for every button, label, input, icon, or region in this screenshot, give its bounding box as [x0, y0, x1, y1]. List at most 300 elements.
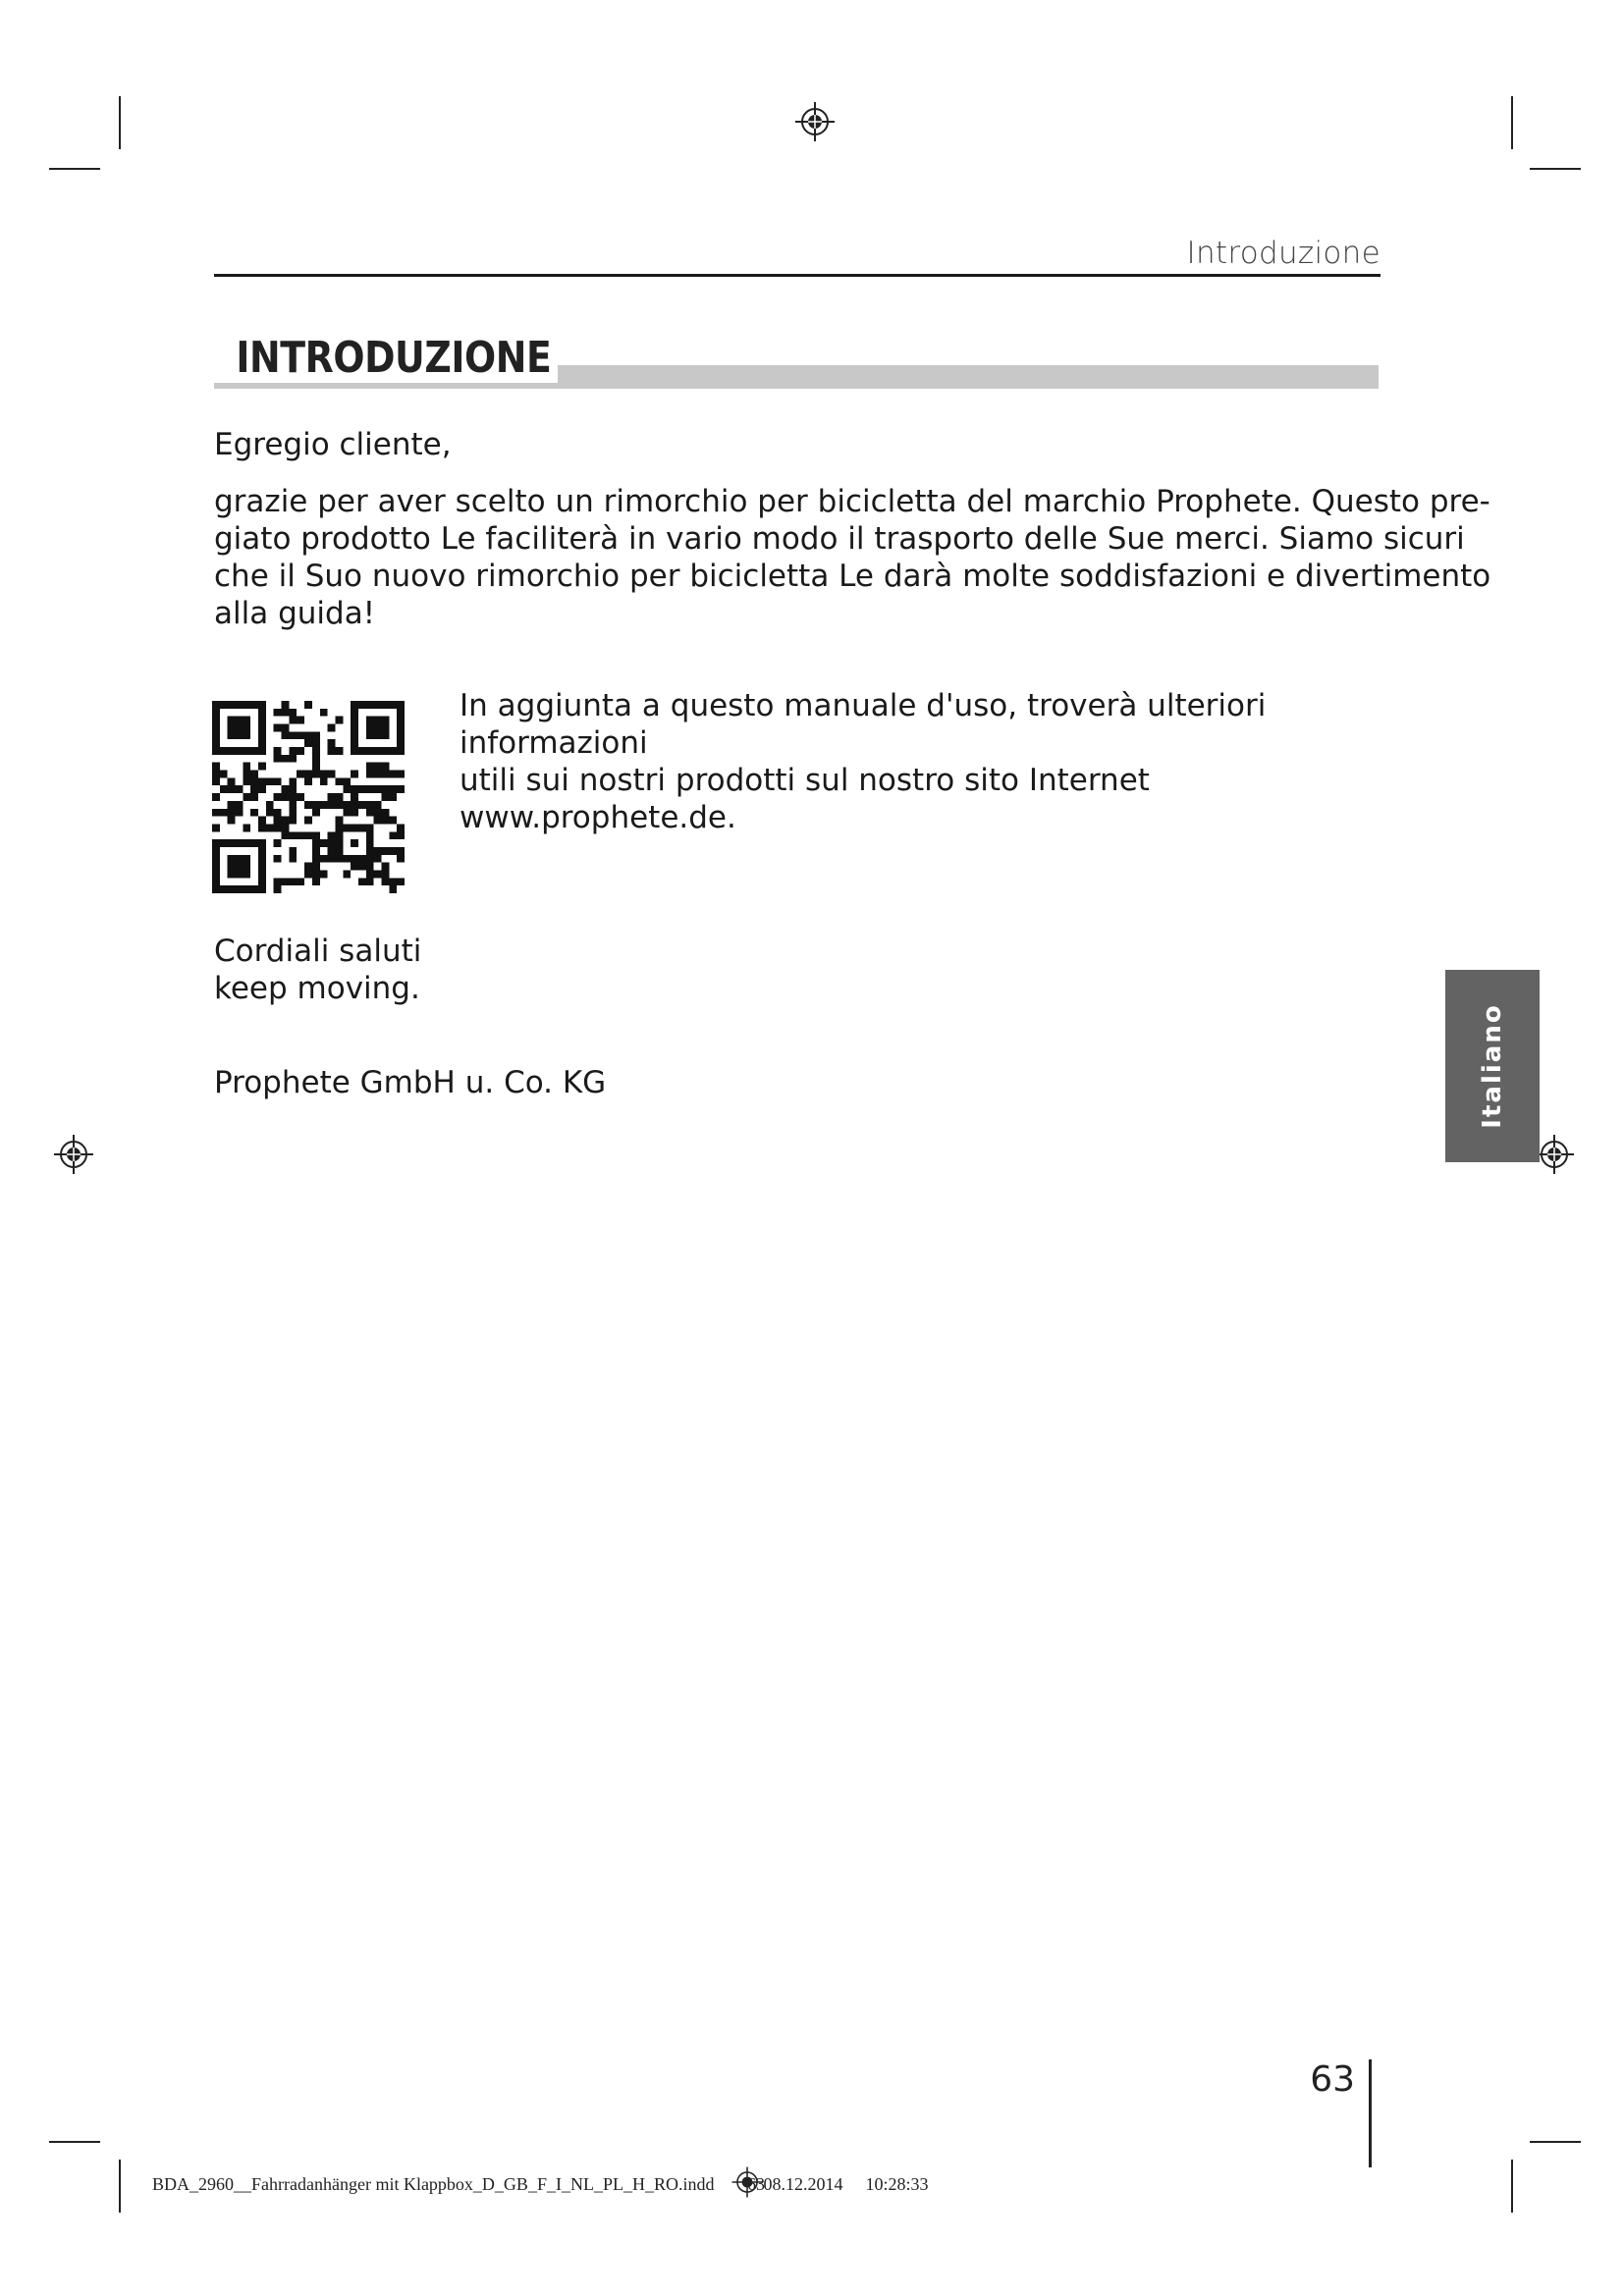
qr-module — [274, 755, 282, 763]
qr-module — [328, 839, 336, 847]
qr-module — [335, 801, 343, 809]
qr-module — [297, 771, 304, 778]
qr-module — [236, 885, 244, 893]
qr-module — [220, 771, 228, 778]
qr-module — [250, 747, 258, 755]
qr-module — [381, 809, 389, 817]
qr-module — [312, 870, 320, 878]
qr-module — [212, 824, 220, 831]
qr-module — [335, 824, 343, 831]
qr-module — [351, 801, 358, 809]
qr-module — [236, 809, 244, 817]
qr-module — [304, 777, 312, 785]
qr-module — [220, 747, 228, 755]
qr-module — [243, 724, 250, 732]
qr-module — [289, 777, 297, 785]
print-slug — [152, 2173, 928, 2199]
qr-module — [328, 855, 336, 863]
qr-module — [282, 793, 290, 801]
qr-module — [312, 839, 320, 847]
qr-module — [236, 731, 244, 739]
qr-module — [250, 793, 258, 801]
qr-module — [335, 847, 343, 855]
crop-mark-top-right-horizontal — [1530, 168, 1581, 170]
qr-module — [366, 824, 374, 831]
crop-mark-bottom-left-vertical — [119, 2160, 121, 2213]
qr-module — [389, 885, 397, 893]
qr-module — [366, 763, 374, 771]
qr-module — [258, 824, 266, 831]
qr-module — [243, 870, 250, 878]
qr-module — [282, 831, 290, 839]
qr-module — [397, 824, 405, 831]
qr-module — [220, 809, 228, 817]
qr-module — [343, 824, 351, 831]
qr-module — [381, 863, 389, 871]
qr-module — [228, 747, 236, 755]
qr-module — [312, 831, 320, 839]
qr-module — [351, 824, 358, 831]
qr-module — [397, 709, 405, 717]
qr-module — [250, 785, 258, 793]
qr-module — [212, 771, 220, 778]
qr-module — [289, 831, 297, 839]
qr-module — [397, 739, 405, 747]
qr-module — [212, 731, 220, 739]
qr-module — [243, 839, 250, 847]
qr-module — [366, 870, 374, 878]
section-title: INTRODUZIONE — [214, 333, 558, 383]
qr-module — [266, 777, 274, 785]
qr-module — [274, 809, 282, 817]
qr-module — [274, 855, 282, 863]
qr-module — [236, 701, 244, 709]
qr-module — [304, 870, 312, 878]
slug-filename: BDA_2960__Fahrradanhänger mit Klappbox_D_GB_F_I_NL_PL_H_RO.indd — [152, 2174, 715, 2195]
qr-module — [274, 824, 282, 831]
qr-module — [381, 785, 389, 793]
qr-module — [335, 717, 343, 724]
qr-module — [312, 809, 320, 817]
closing-line: keep moving. — [214, 971, 420, 1006]
qr-module — [343, 870, 351, 878]
qr-module — [381, 793, 389, 801]
qr-module — [366, 731, 374, 739]
slug-date: 08.12.2014 — [763, 2174, 843, 2195]
qr-module — [212, 863, 220, 871]
qr-module — [374, 801, 382, 809]
qr-module — [351, 731, 358, 739]
qr-module — [366, 831, 374, 839]
qr-module — [397, 731, 405, 739]
qr-module — [397, 747, 405, 755]
qr-module — [236, 870, 244, 878]
qr-module — [366, 801, 374, 809]
qr-module — [236, 747, 244, 755]
qr-module — [389, 831, 397, 839]
qr-module — [236, 801, 244, 809]
qr-module — [228, 717, 236, 724]
qr-module — [212, 701, 220, 709]
qr-module — [250, 701, 258, 709]
qr-module — [228, 855, 236, 863]
qr-module — [381, 717, 389, 724]
qr-module — [358, 801, 366, 809]
qr-module — [297, 793, 304, 801]
qr-module — [228, 731, 236, 739]
qr-module — [397, 855, 405, 863]
qr-module — [366, 809, 374, 817]
qr-module — [312, 855, 320, 863]
company-name: Prophete GmbH u. Co. KG — [214, 1065, 607, 1100]
qr-module — [258, 701, 266, 709]
qr-module — [312, 755, 320, 763]
qr-module — [289, 817, 297, 825]
qr-module — [266, 801, 274, 809]
qr-module — [381, 847, 389, 855]
qr-module — [212, 870, 220, 878]
qr-module — [358, 785, 366, 793]
page-number: 63 — [1310, 2059, 1355, 2100]
qr-module — [266, 824, 274, 831]
qr-module — [228, 724, 236, 732]
qr-module — [351, 855, 358, 863]
qr-module — [274, 777, 282, 785]
crop-mark-top-left-vertical — [119, 96, 121, 149]
qr-module — [381, 817, 389, 825]
qr-module — [397, 701, 405, 709]
qr-module — [282, 724, 290, 732]
qr-module — [220, 785, 228, 793]
qr-module — [258, 863, 266, 871]
qr-module — [351, 809, 358, 817]
qr-module — [258, 785, 266, 793]
qr-module — [389, 878, 397, 885]
qr-module — [236, 839, 244, 847]
website-info — [460, 687, 1382, 836]
qr-module — [328, 793, 336, 801]
qr-module — [389, 817, 397, 825]
qr-module — [243, 793, 250, 801]
qr-module — [343, 801, 351, 809]
qr-module — [381, 878, 389, 885]
qr-module — [282, 785, 290, 793]
qr-module — [304, 739, 312, 747]
qr-module — [274, 817, 282, 825]
qr-module — [366, 724, 374, 732]
qr-module — [212, 839, 220, 847]
qr-module — [289, 878, 297, 885]
registration-mark-icon — [793, 100, 837, 143]
qr-module — [304, 863, 312, 871]
qr-module — [236, 863, 244, 871]
qr-module — [389, 793, 397, 801]
qr-module — [335, 793, 343, 801]
qr-module — [236, 785, 244, 793]
qr-module — [282, 817, 290, 825]
qr-module — [297, 878, 304, 885]
qr-module — [258, 709, 266, 717]
qr-module — [397, 717, 405, 724]
qr-module — [397, 878, 405, 885]
qr-module — [374, 771, 382, 778]
qr-module — [266, 809, 274, 817]
qr-module — [320, 709, 328, 717]
qr-module — [358, 747, 366, 755]
qr-module — [374, 817, 382, 825]
qr-module — [289, 809, 297, 817]
qr-module — [282, 878, 290, 885]
qr-module — [328, 847, 336, 855]
qr-module — [274, 885, 282, 893]
qr-module — [228, 817, 236, 825]
qr-module — [397, 847, 405, 855]
qr-module — [351, 717, 358, 724]
qr-module — [289, 793, 297, 801]
qr-module — [335, 817, 343, 825]
qr-module — [304, 831, 312, 839]
qr-module — [243, 777, 250, 785]
qr-module — [212, 739, 220, 747]
qr-module — [366, 847, 374, 855]
qr-module — [289, 785, 297, 793]
qr-module — [374, 724, 382, 732]
qr-module — [212, 763, 220, 771]
qr-module — [389, 701, 397, 709]
qr-module — [258, 777, 266, 785]
qr-module — [258, 839, 266, 847]
qr-module — [258, 817, 266, 825]
qr-module — [397, 831, 405, 839]
qr-module — [335, 777, 343, 785]
qr-module — [351, 771, 358, 778]
qr-module — [258, 763, 266, 771]
qr-module — [250, 777, 258, 785]
qr-module — [304, 801, 312, 809]
qr-module — [243, 771, 250, 778]
qr-module — [258, 747, 266, 755]
qr-module — [212, 885, 220, 893]
qr-module — [258, 885, 266, 893]
qr-module — [358, 701, 366, 709]
qr-module — [243, 863, 250, 871]
qr-module — [228, 870, 236, 878]
qr-module — [304, 771, 312, 778]
intro-line: grazie per aver scelto un rimorchio per bicicletta del marchio Prophete. Questo pre- — [214, 484, 1490, 519]
qr-module — [228, 801, 236, 809]
qr-module — [351, 724, 358, 732]
qr-module — [304, 817, 312, 825]
qr-module — [250, 885, 258, 893]
qr-module — [282, 701, 290, 709]
qr-module — [258, 878, 266, 885]
qr-module — [389, 771, 397, 778]
qr-module — [212, 847, 220, 855]
qr-module — [366, 878, 374, 885]
qr-module — [381, 771, 389, 778]
qr-module — [374, 855, 382, 863]
qr-module — [212, 747, 220, 755]
crop-mark-bottom-right-horizontal — [1530, 2141, 1581, 2143]
qr-module — [381, 724, 389, 732]
qr-module — [228, 777, 236, 785]
qr-module — [297, 831, 304, 839]
qr-module — [366, 785, 374, 793]
qr-module — [320, 839, 328, 847]
qr-module — [297, 747, 304, 755]
qr-module — [228, 839, 236, 847]
qr-module — [243, 701, 250, 709]
crop-mark-bottom-left-horizontal — [49, 2141, 100, 2143]
closing — [214, 933, 421, 1007]
qr-module — [258, 847, 266, 855]
closing-line: Cordiali saluti — [214, 934, 422, 969]
qr-module — [282, 709, 290, 717]
qr-module — [374, 701, 382, 709]
qr-module — [243, 824, 250, 831]
qr-module — [328, 747, 336, 755]
running-header: Introduzione — [1186, 236, 1380, 271]
qr-module — [250, 839, 258, 847]
qr-module — [335, 839, 343, 847]
qr-module — [220, 701, 228, 709]
qr-module — [351, 709, 358, 717]
qr-module — [212, 709, 220, 717]
qr-module — [397, 724, 405, 732]
qr-module — [374, 747, 382, 755]
qr-module — [381, 701, 389, 709]
qr-module — [212, 809, 220, 817]
qr-module — [297, 731, 304, 739]
qr-module — [366, 701, 374, 709]
qr-module — [335, 831, 343, 839]
registration-mark-icon — [52, 1133, 95, 1176]
qr-module — [228, 785, 236, 793]
crop-mark-top-right-vertical — [1511, 96, 1513, 149]
qr-module — [228, 701, 236, 709]
qr-module — [297, 717, 304, 724]
intro-line: alla guida! — [214, 596, 376, 631]
qr-module — [250, 771, 258, 778]
qr-module — [389, 847, 397, 855]
qr-module — [320, 801, 328, 809]
qr-module — [289, 747, 297, 755]
info-line: utili sui nostri prodotti sul nostro sito Internet www.prophete.de. — [460, 763, 1150, 835]
qr-module — [374, 763, 382, 771]
qr-module — [320, 777, 328, 785]
intro-line: che il Suo nuovo rimorchio per bicicletta Le darà molte soddisfazioni e divertimento — [214, 559, 1491, 594]
qr-module — [358, 878, 366, 885]
qr-module — [228, 885, 236, 893]
qr-module — [351, 739, 358, 747]
qr-module — [358, 863, 366, 871]
qr-module — [282, 755, 290, 763]
qr-module — [312, 739, 320, 747]
qr-module — [374, 809, 382, 817]
qr-module — [312, 771, 320, 778]
qr-module — [358, 855, 366, 863]
qr-module — [304, 731, 312, 739]
qr-module — [220, 839, 228, 847]
qr-module — [282, 731, 290, 739]
qr-module — [274, 709, 282, 717]
qr-module — [212, 793, 220, 801]
qr-module — [328, 801, 336, 809]
qr-module — [228, 863, 236, 871]
qr-module — [274, 878, 282, 885]
intro-line: giato prodotto Le faciliterà in vario modo il trasporto delle Sue merci. Siamo sicuri — [214, 521, 1465, 557]
qr-module — [366, 747, 374, 755]
qr-module — [236, 855, 244, 863]
qr-module — [389, 785, 397, 793]
qr-module — [381, 747, 389, 755]
qr-module — [343, 777, 351, 785]
qr-module — [243, 747, 250, 755]
qr-module — [274, 747, 282, 755]
qr-module — [366, 717, 374, 724]
qr-module — [212, 777, 220, 785]
qr-module — [312, 801, 320, 809]
qr-module — [320, 855, 328, 863]
qr-module — [374, 847, 382, 855]
info-line: In aggiunta a questo manuale d'uso, troverà ulteriori informazioni — [460, 688, 1267, 761]
qr-module — [289, 855, 297, 863]
qr-module — [366, 771, 374, 778]
qr-module — [312, 763, 320, 771]
qr-module — [289, 717, 297, 724]
crop-mark-top-left-horizontal — [49, 168, 100, 170]
qr-module — [236, 724, 244, 732]
qr-module — [351, 747, 358, 755]
qr-module — [328, 739, 336, 747]
qr-module — [366, 863, 374, 871]
qr-module — [374, 717, 382, 724]
qr-module — [343, 785, 351, 793]
qr-module — [351, 785, 358, 793]
qr-module — [381, 763, 389, 771]
qr-module — [381, 870, 389, 878]
language-tab-label: Italiano — [1478, 1003, 1507, 1129]
qr-module — [258, 731, 266, 739]
qr-module — [328, 831, 336, 839]
qr-module — [228, 809, 236, 817]
qr-module — [289, 731, 297, 739]
qr-module — [335, 855, 343, 863]
qr-module — [243, 855, 250, 863]
qr-module — [212, 878, 220, 885]
qr-module — [289, 755, 297, 763]
qr-module — [258, 855, 266, 863]
qr-module — [220, 885, 228, 893]
qr-module — [374, 785, 382, 793]
qr-module — [274, 793, 282, 801]
qr-module — [304, 701, 312, 709]
qr-module — [351, 701, 358, 709]
qr-module — [312, 747, 320, 755]
qr-module — [243, 763, 250, 771]
intro-paragraph — [214, 483, 1491, 632]
page-number-rule — [1369, 2059, 1372, 2167]
qr-module — [343, 809, 351, 817]
qr-module — [358, 824, 366, 831]
qr-module — [212, 717, 220, 724]
qr-module — [312, 878, 320, 885]
qr-module — [366, 855, 374, 863]
qr-module — [351, 793, 358, 801]
qr-module — [243, 717, 250, 724]
qr-module — [312, 847, 320, 855]
qr-code — [212, 699, 405, 895]
